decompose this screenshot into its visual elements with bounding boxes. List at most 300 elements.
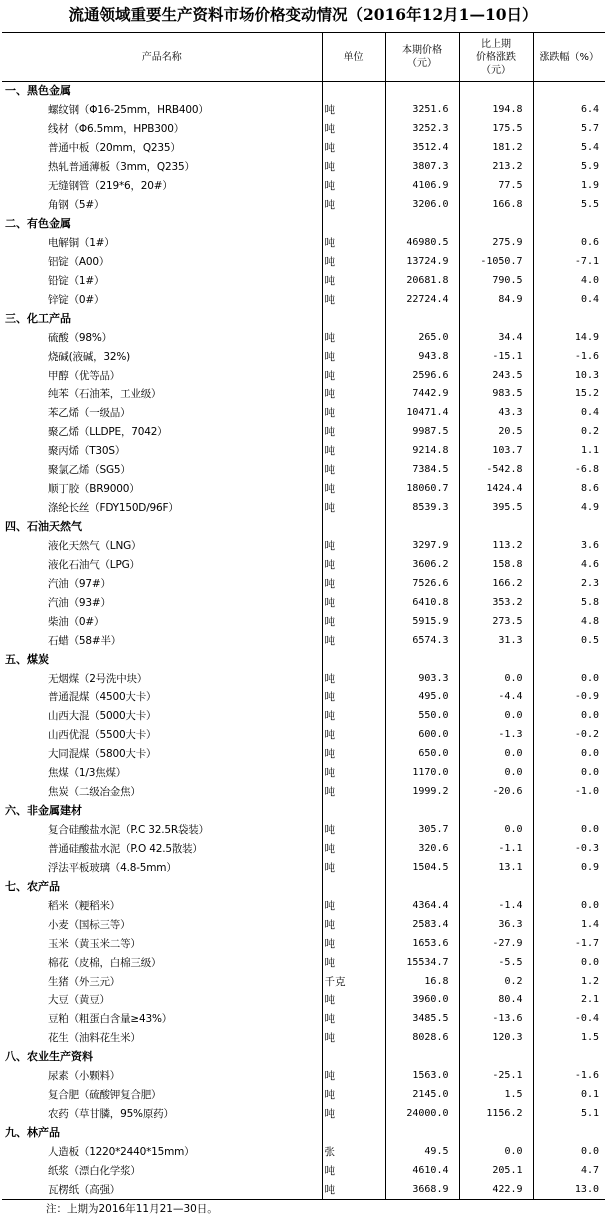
empty-cell xyxy=(533,309,605,328)
unit-cell: 吨 xyxy=(322,631,385,650)
unit-cell: 吨 xyxy=(322,423,385,442)
pct-cell: 4.9 xyxy=(533,499,605,518)
price-cell: 3206.0 xyxy=(385,196,459,215)
empty-cell xyxy=(385,309,459,328)
change-cell: -27.9 xyxy=(459,934,533,953)
unit-cell: 吨 xyxy=(322,555,385,574)
unit-cell: 吨 xyxy=(322,158,385,177)
change-cell: 103.7 xyxy=(459,442,533,461)
product-name: 无缝钢管（219*6，20#） xyxy=(48,180,173,193)
unit-cell: 吨 xyxy=(322,1180,385,1199)
price-cell: 3668.9 xyxy=(385,1180,459,1199)
change-cell: 790.5 xyxy=(459,271,533,290)
unit-cell: 吨 xyxy=(322,120,385,139)
empty-cell xyxy=(385,1048,459,1067)
product-name: 纸浆（漂白化学浆） xyxy=(48,1164,141,1177)
table-row xyxy=(2,745,605,764)
pct-cell: 1.9 xyxy=(533,177,605,196)
table-row xyxy=(2,631,605,650)
page-title: 流通领域重要生产资料市场价格变动情况（2016年12月1—10日） xyxy=(68,5,538,24)
price-cell: 1999.2 xyxy=(385,783,459,802)
pct-cell: 2.3 xyxy=(533,574,605,593)
unit-cell: 千克 xyxy=(322,972,385,991)
pct-cell: 0.0 xyxy=(533,669,605,688)
unit-cell: 吨 xyxy=(322,196,385,215)
change-cell: 34.4 xyxy=(459,328,533,347)
empty-cell xyxy=(385,650,459,669)
product-name: 复合肥（硫酸钾复合肥） xyxy=(48,1089,162,1102)
empty-cell xyxy=(459,215,533,234)
pct-cell: -0.4 xyxy=(533,1010,605,1029)
pct-cell: 5.1 xyxy=(533,1105,605,1124)
table-row xyxy=(2,953,605,972)
unit-cell: 吨 xyxy=(322,1105,385,1124)
product-name: 液化石油气（LPG） xyxy=(48,558,140,571)
table-row xyxy=(2,726,605,745)
price-cell: 650.0 xyxy=(385,745,459,764)
table-row xyxy=(2,385,605,404)
table-row xyxy=(2,537,605,556)
change-cell: 0.2 xyxy=(459,972,533,991)
price-cell: 4364.4 xyxy=(385,896,459,915)
price-cell: 3606.2 xyxy=(385,555,459,574)
price-cell: 550.0 xyxy=(385,707,459,726)
product-name: 无烟煤（2号洗中块） xyxy=(48,672,148,685)
price-cell: 5915.9 xyxy=(385,612,459,631)
table-row xyxy=(2,252,605,271)
table-row xyxy=(2,101,605,120)
category-row xyxy=(2,802,605,821)
header-change: 比上期 价格涨跌 （元） xyxy=(459,33,533,82)
product-name: 瓦楞纸（高强） xyxy=(48,1183,121,1196)
table-row xyxy=(2,1161,605,1180)
price-cell: 7526.6 xyxy=(385,574,459,593)
table-row xyxy=(2,915,605,934)
pct-cell: 0.0 xyxy=(533,896,605,915)
category-name: 四、石油天然气 xyxy=(5,520,82,534)
table-row xyxy=(2,1029,605,1048)
pct-cell: 14.9 xyxy=(533,328,605,347)
table-row xyxy=(2,669,605,688)
product-name: 锌锭（0#） xyxy=(48,293,105,306)
table-row xyxy=(2,139,605,158)
empty-cell xyxy=(322,215,385,234)
header-pct: 涨跌幅（%） xyxy=(533,33,605,82)
product-name: 石蜡（58#半） xyxy=(48,634,122,647)
table-row xyxy=(2,461,605,480)
product-name: 普通混煤（4500大卡） xyxy=(48,691,157,704)
unit-cell: 吨 xyxy=(322,1067,385,1086)
price-cell: 10471.4 xyxy=(385,404,459,423)
product-name: 普通硅酸盐水泥（P.O 42.5散装） xyxy=(48,842,203,855)
change-cell: 36.3 xyxy=(459,915,533,934)
table-row xyxy=(2,688,605,707)
pct-cell: -7.1 xyxy=(533,252,605,271)
change-cell: 983.5 xyxy=(459,385,533,404)
price-cell: 305.7 xyxy=(385,821,459,840)
unit-cell: 吨 xyxy=(322,669,385,688)
unit-cell: 吨 xyxy=(322,764,385,783)
product-name: 液化天然气（LNG） xyxy=(48,539,142,552)
category-row xyxy=(2,1124,605,1143)
pct-cell: 0.0 xyxy=(533,764,605,783)
unit-cell: 吨 xyxy=(322,953,385,972)
change-cell: 422.9 xyxy=(459,1180,533,1199)
change-cell: 275.9 xyxy=(459,234,533,253)
product-name: 生猪（外三元） xyxy=(48,975,121,988)
change-cell: -20.6 xyxy=(459,783,533,802)
table-row xyxy=(2,423,605,442)
change-cell: -4.4 xyxy=(459,688,533,707)
change-cell: 158.8 xyxy=(459,555,533,574)
pct-cell: -1.6 xyxy=(533,347,605,366)
price-cell: 903.3 xyxy=(385,669,459,688)
table-row xyxy=(2,840,605,859)
pct-cell: 0.0 xyxy=(533,707,605,726)
price-cell: 8028.6 xyxy=(385,1029,459,1048)
category-row xyxy=(2,650,605,669)
change-cell: 0.0 xyxy=(459,1143,533,1162)
table-row xyxy=(2,499,605,518)
unit-cell: 吨 xyxy=(322,840,385,859)
price-cell: 943.8 xyxy=(385,347,459,366)
change-cell: 0.0 xyxy=(459,707,533,726)
product-name: 柴油（0#） xyxy=(48,615,105,628)
product-name: 稻米（粳稻米） xyxy=(48,899,121,912)
change-cell: 175.5 xyxy=(459,120,533,139)
price-cell: 3251.6 xyxy=(385,101,459,120)
price-cell: 320.6 xyxy=(385,840,459,859)
table-row xyxy=(2,196,605,215)
table-row xyxy=(2,783,605,802)
unit-cell: 吨 xyxy=(322,707,385,726)
table-row xyxy=(2,328,605,347)
price-cell: 600.0 xyxy=(385,726,459,745)
product-name: 大同混煤（5800大卡） xyxy=(48,748,157,761)
empty-cell xyxy=(459,877,533,896)
price-cell: 6574.3 xyxy=(385,631,459,650)
unit-cell: 吨 xyxy=(322,385,385,404)
empty-cell xyxy=(385,802,459,821)
footnote: 注：上期为2016年11月21—30日。 xyxy=(46,1203,218,1215)
pct-cell: 0.4 xyxy=(533,404,605,423)
price-cell: 7442.9 xyxy=(385,385,459,404)
price-cell: 1563.0 xyxy=(385,1067,459,1086)
empty-cell xyxy=(322,877,385,896)
unit-cell: 吨 xyxy=(322,404,385,423)
table-row xyxy=(2,821,605,840)
category-row xyxy=(2,82,605,101)
price-cell: 1504.5 xyxy=(385,858,459,877)
table-row xyxy=(2,896,605,915)
price-cell: 2145.0 xyxy=(385,1086,459,1105)
pct-cell: 5.8 xyxy=(533,593,605,612)
unit-cell: 吨 xyxy=(322,991,385,1010)
product-name: 小麦（国标三等） xyxy=(48,918,131,931)
change-cell: 1.5 xyxy=(459,1086,533,1105)
price-cell: 2596.6 xyxy=(385,366,459,385)
unit-cell: 吨 xyxy=(322,915,385,934)
price-cell: 46980.5 xyxy=(385,234,459,253)
unit-cell: 吨 xyxy=(322,1161,385,1180)
product-name: 线材（Φ6.5mm，HPB300） xyxy=(48,123,184,136)
unit-cell: 吨 xyxy=(322,366,385,385)
product-name: 棉花（皮棉，白棉三级） xyxy=(48,956,162,969)
price-cell: 8539.3 xyxy=(385,499,459,518)
change-cell: 273.5 xyxy=(459,612,533,631)
unit-cell: 吨 xyxy=(322,783,385,802)
pct-cell: 5.9 xyxy=(533,158,605,177)
product-name: 普通中板（20mm，Q235） xyxy=(48,142,181,155)
product-name: 汽油（93#） xyxy=(48,596,111,609)
table-row xyxy=(2,1143,605,1162)
product-name: 聚丙烯（T30S） xyxy=(48,445,126,458)
table-row xyxy=(2,858,605,877)
table-row xyxy=(2,271,605,290)
table-row xyxy=(2,1105,605,1124)
unit-cell: 吨 xyxy=(322,177,385,196)
change-cell: 0.0 xyxy=(459,821,533,840)
empty-cell xyxy=(459,802,533,821)
empty-cell xyxy=(533,877,605,896)
table-row xyxy=(2,1067,605,1086)
empty-cell xyxy=(322,650,385,669)
empty-cell xyxy=(459,650,533,669)
empty-cell xyxy=(385,877,459,896)
category-name: 六、非金属建材 xyxy=(5,804,82,818)
product-name: 花生（油料花生米） xyxy=(48,1032,141,1045)
pct-cell: 3.6 xyxy=(533,537,605,556)
product-name: 尿素（小颗料） xyxy=(48,1070,121,1083)
product-name: 山西优混（5500大卡） xyxy=(48,729,157,742)
header-unit: 单位 xyxy=(322,33,385,82)
change-cell: 243.5 xyxy=(459,366,533,385)
unit-cell: 吨 xyxy=(322,896,385,915)
table-row xyxy=(2,442,605,461)
category-name: 九、林产品 xyxy=(5,1126,60,1140)
unit-cell: 吨 xyxy=(322,328,385,347)
change-cell: 166.8 xyxy=(459,196,533,215)
unit-cell: 吨 xyxy=(322,858,385,877)
price-cell: 3807.3 xyxy=(385,158,459,177)
product-name: 烧碱(液碱，32%) xyxy=(48,350,131,363)
price-cell: 4106.9 xyxy=(385,177,459,196)
unit-cell: 吨 xyxy=(322,271,385,290)
pct-cell: -0.2 xyxy=(533,726,605,745)
product-name: 顺丁胶（BR9000） xyxy=(48,483,140,496)
empty-cell xyxy=(385,518,459,537)
pct-cell: 0.6 xyxy=(533,234,605,253)
table-row xyxy=(2,991,605,1010)
unit-cell: 吨 xyxy=(322,537,385,556)
price-cell: 4610.4 xyxy=(385,1161,459,1180)
product-name: 焦炭（二级冶金焦） xyxy=(48,786,141,799)
change-cell: 43.3 xyxy=(459,404,533,423)
price-cell: 6410.8 xyxy=(385,593,459,612)
unit-cell: 吨 xyxy=(322,1029,385,1048)
empty-cell xyxy=(322,309,385,328)
price-cell: 9987.5 xyxy=(385,423,459,442)
table-row xyxy=(2,1010,605,1029)
unit-cell: 吨 xyxy=(322,442,385,461)
product-name: 玉米（黄玉米二等） xyxy=(48,937,141,950)
change-cell: 1156.2 xyxy=(459,1105,533,1124)
empty-cell xyxy=(322,82,385,101)
product-name: 硫酸（98%） xyxy=(48,331,112,344)
price-cell: 16.8 xyxy=(385,972,459,991)
change-cell: 77.5 xyxy=(459,177,533,196)
product-name: 铝锭（A00） xyxy=(48,255,110,268)
price-table xyxy=(2,32,605,1200)
price-cell: 1653.6 xyxy=(385,934,459,953)
empty-cell xyxy=(533,215,605,234)
table-header-row xyxy=(2,33,605,82)
price-cell: 3297.9 xyxy=(385,537,459,556)
unit-cell: 吨 xyxy=(322,1010,385,1029)
empty-cell xyxy=(533,1124,605,1143)
unit-cell: 张 xyxy=(322,1143,385,1162)
category-row xyxy=(2,1048,605,1067)
category-row xyxy=(2,215,605,234)
empty-cell xyxy=(322,802,385,821)
unit-cell: 吨 xyxy=(322,574,385,593)
table-row xyxy=(2,555,605,574)
pct-cell: 1.5 xyxy=(533,1029,605,1048)
category-name: 七、农产品 xyxy=(5,879,60,893)
product-name: 电解铜（1#） xyxy=(48,236,115,249)
category-name: 二、有色金属 xyxy=(5,217,71,231)
price-cell: 18060.7 xyxy=(385,480,459,499)
change-cell: 395.5 xyxy=(459,499,533,518)
price-cell: 3485.5 xyxy=(385,1010,459,1029)
empty-cell xyxy=(459,1048,533,1067)
pct-cell: 1.4 xyxy=(533,915,605,934)
unit-cell: 吨 xyxy=(322,726,385,745)
change-cell: -13.6 xyxy=(459,1010,533,1029)
change-cell: -15.1 xyxy=(459,347,533,366)
pct-cell: 15.2 xyxy=(533,385,605,404)
empty-cell xyxy=(385,215,459,234)
table-row xyxy=(2,1180,605,1199)
category-row xyxy=(2,309,605,328)
category-name: 三、化工产品 xyxy=(5,311,71,325)
pct-cell: 0.2 xyxy=(533,423,605,442)
table-row xyxy=(2,574,605,593)
unit-cell: 吨 xyxy=(322,461,385,480)
pct-cell: 0.0 xyxy=(533,953,605,972)
product-name: 大豆（黄豆） xyxy=(48,994,110,1007)
pct-cell: 1.2 xyxy=(533,972,605,991)
pct-cell: 5.7 xyxy=(533,120,605,139)
unit-cell: 吨 xyxy=(322,934,385,953)
product-name: 螺纹钢（Φ16-25mm，HRB400） xyxy=(48,104,209,117)
pct-cell: 0.9 xyxy=(533,858,605,877)
change-cell: -1050.7 xyxy=(459,252,533,271)
table-row xyxy=(2,972,605,991)
unit-cell: 吨 xyxy=(322,499,385,518)
pct-cell: 0.4 xyxy=(533,290,605,309)
table-row xyxy=(2,707,605,726)
change-cell: 205.1 xyxy=(459,1161,533,1180)
unit-cell: 吨 xyxy=(322,821,385,840)
change-cell: 1424.4 xyxy=(459,480,533,499)
empty-cell xyxy=(533,1048,605,1067)
table-row xyxy=(2,158,605,177)
price-cell: 3512.4 xyxy=(385,139,459,158)
price-cell: 1170.0 xyxy=(385,764,459,783)
category-row xyxy=(2,877,605,896)
empty-cell xyxy=(459,82,533,101)
product-name: 焦煤（1/3焦煤） xyxy=(48,767,127,780)
change-cell: 20.5 xyxy=(459,423,533,442)
table-row xyxy=(2,480,605,499)
price-cell: 265.0 xyxy=(385,328,459,347)
product-name: 汽油（97#） xyxy=(48,577,111,590)
product-name: 纯苯（石油苯，工业级） xyxy=(48,388,162,401)
unit-cell: 吨 xyxy=(322,234,385,253)
empty-cell xyxy=(459,1124,533,1143)
pct-cell: 4.6 xyxy=(533,555,605,574)
pct-cell: 0.0 xyxy=(533,745,605,764)
empty-cell xyxy=(322,1048,385,1067)
price-cell: 24000.0 xyxy=(385,1105,459,1124)
unit-cell: 吨 xyxy=(322,745,385,764)
unit-cell: 吨 xyxy=(322,688,385,707)
change-cell: 0.0 xyxy=(459,764,533,783)
empty-cell xyxy=(322,518,385,537)
product-name: 豆粕（粗蛋白含量≥43%） xyxy=(48,1013,173,1026)
table-row xyxy=(2,593,605,612)
product-name: 聚氯乙烯（SG5） xyxy=(48,464,131,477)
pct-cell: 4.7 xyxy=(533,1161,605,1180)
table-row xyxy=(2,234,605,253)
table-row xyxy=(2,290,605,309)
empty-cell xyxy=(533,802,605,821)
unit-cell: 吨 xyxy=(322,101,385,120)
price-cell: 22724.4 xyxy=(385,290,459,309)
pct-cell: 0.5 xyxy=(533,631,605,650)
product-name: 苯乙烯（一级品） xyxy=(48,407,131,420)
unit-cell: 吨 xyxy=(322,1086,385,1105)
unit-cell: 吨 xyxy=(322,347,385,366)
empty-cell xyxy=(385,82,459,101)
table-row xyxy=(2,120,605,139)
empty-cell xyxy=(459,518,533,537)
table-row xyxy=(2,404,605,423)
change-cell: 84.9 xyxy=(459,290,533,309)
price-cell: 3960.0 xyxy=(385,991,459,1010)
pct-cell: -1.6 xyxy=(533,1067,605,1086)
pct-cell: -0.3 xyxy=(533,840,605,859)
price-cell: 495.0 xyxy=(385,688,459,707)
change-cell: 166.2 xyxy=(459,574,533,593)
price-cell: 2583.4 xyxy=(385,915,459,934)
table-body xyxy=(2,82,605,1200)
product-name: 浮法平板玻璃（4.8-5mm） xyxy=(48,861,177,874)
empty-cell xyxy=(533,518,605,537)
table-row xyxy=(2,764,605,783)
pct-cell: 2.1 xyxy=(533,991,605,1010)
pct-cell: 0.0 xyxy=(533,1143,605,1162)
table-row xyxy=(2,612,605,631)
change-cell: -5.5 xyxy=(459,953,533,972)
change-cell: -1.3 xyxy=(459,726,533,745)
empty-cell xyxy=(459,309,533,328)
change-cell: 194.8 xyxy=(459,101,533,120)
price-cell: 20681.8 xyxy=(385,271,459,290)
price-cell: 49.5 xyxy=(385,1143,459,1162)
product-name: 铅锭（1#） xyxy=(48,274,105,287)
